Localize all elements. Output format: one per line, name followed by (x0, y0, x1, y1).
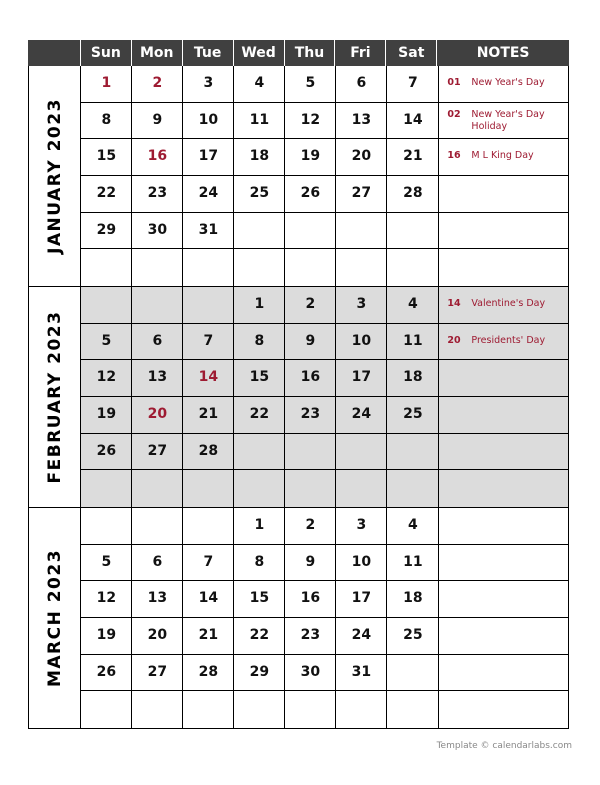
day-cell: 1 (234, 287, 285, 323)
day-cell (81, 691, 132, 728)
week-row (81, 655, 438, 692)
note-row (439, 691, 568, 728)
day-cell (285, 470, 336, 507)
day-cell: 13 (132, 360, 183, 396)
day-cell: 31 (183, 213, 234, 249)
calendar (28, 40, 569, 729)
day-cell: 30 (132, 213, 183, 249)
day-cell: 6 (336, 66, 387, 102)
notes-column (439, 66, 568, 286)
day-cell (183, 508, 234, 544)
day-cell: 26 (81, 655, 132, 691)
header-thu: Thu (285, 40, 336, 66)
day-cell (387, 213, 438, 249)
day-cell: 21 (183, 397, 234, 433)
day-cell (81, 508, 132, 544)
week-row (81, 249, 438, 286)
day-cell (336, 470, 387, 507)
day-cell: 2 (132, 66, 183, 102)
week-row (81, 103, 438, 140)
day-cell: 12 (81, 360, 132, 396)
day-cell: 2 (285, 287, 336, 323)
day-cell: 24 (336, 618, 387, 654)
day-cell: 26 (285, 176, 336, 212)
week-row (81, 581, 438, 618)
day-cell (336, 434, 387, 470)
day-cell: 12 (285, 103, 336, 139)
week-row (81, 545, 438, 582)
day-cell (132, 249, 183, 286)
note-text: Presidents' Day (471, 334, 546, 346)
note-row (439, 360, 568, 397)
week-row (81, 66, 438, 103)
day-cell: 19 (81, 618, 132, 654)
day-cell: 21 (403, 148, 423, 165)
day-cell: 18 (403, 590, 423, 607)
note-row (439, 139, 568, 176)
day-cell: 16 (285, 581, 336, 617)
notes-header: NOTES (476, 45, 530, 61)
day-cell: 3 (336, 287, 387, 323)
week-row (81, 176, 438, 213)
note-row (439, 545, 568, 582)
week-row (81, 360, 438, 397)
day-cell: 7 (408, 75, 418, 91)
day-cell (183, 249, 234, 286)
day-cell (336, 691, 387, 728)
day-cell: 11 (403, 553, 423, 570)
note-row (439, 66, 568, 103)
day-cell: 10 (183, 103, 234, 139)
day-cell (336, 213, 387, 249)
note-row (439, 287, 568, 324)
day-cell: 9 (132, 103, 183, 139)
day-cell (387, 470, 438, 507)
day-cell: 11 (387, 324, 438, 360)
note-text: New Year's Day (471, 77, 545, 88)
day-cell: 27 (132, 655, 183, 691)
day-cell: 29 (81, 213, 132, 249)
day-cell: 8 (234, 545, 285, 581)
day-cell: 28 (183, 434, 234, 470)
header-wed: Wed (234, 40, 285, 66)
day-cell: 10 (336, 324, 387, 360)
day-cell: 9 (285, 324, 336, 360)
day-cell: 22 (234, 397, 285, 433)
day-cell: 5 (81, 324, 132, 360)
note-row (439, 397, 568, 434)
note-row (439, 581, 568, 618)
day-cell: 8 (81, 103, 132, 139)
months-container (28, 66, 569, 729)
header-corner (28, 40, 81, 66)
day-cell (234, 213, 285, 249)
week-row (81, 508, 438, 545)
month-label-cell (29, 508, 81, 728)
day-cell: 24 (336, 397, 387, 433)
day-cell: 23 (285, 397, 336, 433)
note-text: New Year's Day Holiday (471, 108, 545, 132)
day-cell: 23 (285, 618, 336, 654)
day-cell: 23 (132, 176, 183, 212)
note-text: M L King Day (471, 150, 534, 162)
day-cell (387, 655, 438, 691)
week-row (81, 434, 438, 471)
day-cell: 4 (408, 517, 418, 533)
note-row (439, 655, 568, 692)
note-row (439, 213, 568, 250)
day-cell: 15 (81, 139, 132, 175)
day-cell: 20 (132, 397, 183, 433)
day-cell: 4 (234, 66, 285, 102)
day-cell: 20 (132, 618, 183, 654)
day-cell: 25 (403, 627, 423, 644)
day-cell: 2 (285, 508, 336, 544)
day-cell: 6 (132, 545, 183, 581)
day-cell: 30 (285, 655, 336, 691)
day-cell: 6 (132, 324, 183, 360)
day-cell: 29 (234, 655, 285, 691)
day-cell: 28 (183, 655, 234, 691)
day-cell: 17 (336, 360, 387, 396)
day-cell: 11 (234, 103, 285, 139)
note-row (439, 324, 568, 361)
month-grid (81, 508, 439, 728)
day-cell: 25 (234, 176, 285, 212)
note-day: 02 (447, 108, 461, 120)
notes-column (439, 287, 568, 507)
header-sat: Sat (386, 40, 437, 66)
day-cell: 7 (183, 324, 234, 360)
day-cell (387, 691, 438, 728)
week-row (81, 139, 438, 176)
day-cell (81, 470, 132, 507)
day-cell (132, 287, 183, 323)
note-day: 16 (447, 150, 461, 162)
header-mon: Mon (132, 40, 183, 66)
day-cell: 27 (336, 176, 387, 212)
day-cell (81, 287, 132, 323)
month-label: JANUARY 2023 (44, 98, 65, 254)
day-cell: 26 (81, 434, 132, 470)
note-day: 14 (447, 298, 461, 309)
day-cell: 24 (183, 176, 234, 212)
week-row (81, 691, 438, 728)
day-cell (387, 434, 438, 470)
day-cell (285, 249, 336, 286)
day-cell (81, 249, 132, 286)
month-grid (81, 287, 439, 507)
day-cell (234, 434, 285, 470)
day-cell (183, 691, 234, 728)
day-cell: 14 (183, 581, 234, 617)
month-march (28, 508, 569, 729)
day-cell: 5 (285, 66, 336, 102)
day-cell: 22 (81, 176, 132, 212)
day-cell: 16 (132, 139, 183, 175)
day-cell: 16 (285, 360, 336, 396)
note-row (439, 470, 568, 507)
day-cell (234, 691, 285, 728)
header-sun: Sun (81, 40, 132, 66)
day-cell (285, 434, 336, 470)
week-row (81, 470, 438, 507)
day-cell (285, 691, 336, 728)
day-cell: 13 (336, 103, 387, 139)
day-cell: 17 (183, 139, 234, 175)
footer-credit: Template © calendarlabs.com (436, 741, 572, 751)
note-row (439, 508, 568, 545)
note-row (439, 176, 568, 213)
day-cell: 20 (336, 139, 387, 175)
day-cell: 3 (336, 508, 387, 544)
day-cell: 15 (234, 581, 285, 617)
day-cell: 1 (81, 66, 132, 102)
week-row (81, 287, 438, 324)
week-row (81, 397, 438, 434)
month-february (28, 287, 569, 508)
month-january (28, 66, 569, 287)
day-cell (336, 249, 387, 286)
note-day: 20 (447, 334, 461, 346)
month-label-cell (29, 66, 81, 286)
note-row (439, 103, 568, 140)
day-cell: 14 (403, 111, 423, 128)
day-cell: 1 (234, 508, 285, 544)
day-cell: 17 (336, 581, 387, 617)
day-cell: 18 (234, 139, 285, 175)
day-cell (387, 249, 438, 286)
day-cell: 4 (387, 287, 438, 323)
month-label: MARCH 2023 (44, 548, 65, 688)
week-row (81, 213, 438, 250)
note-row (439, 249, 568, 286)
week-row (81, 324, 438, 361)
day-cell: 18 (387, 360, 438, 396)
day-cell: 13 (132, 581, 183, 617)
note-text: Valentine's Day (471, 298, 546, 309)
day-cell: 31 (336, 655, 387, 691)
day-cell: 27 (132, 434, 183, 470)
note-row (439, 434, 568, 471)
month-label-cell (29, 287, 81, 507)
month-grid (81, 66, 439, 286)
day-cell: 14 (183, 360, 234, 396)
day-cell: 15 (234, 360, 285, 396)
header-tue: Tue (183, 40, 234, 66)
day-cell (132, 691, 183, 728)
day-cell: 28 (403, 185, 423, 202)
day-cell: 9 (285, 545, 336, 581)
week-row (81, 618, 438, 655)
month-label: FEBRUARY 2023 (44, 310, 65, 484)
day-cell: 3 (183, 66, 234, 102)
day-cell: 19 (285, 139, 336, 175)
day-cell: 12 (81, 581, 132, 617)
day-cell: 21 (183, 618, 234, 654)
day-cell: 7 (183, 545, 234, 581)
note-row (439, 618, 568, 655)
day-cell: 22 (234, 618, 285, 654)
day-cell: 19 (81, 397, 132, 433)
day-cell: 25 (387, 397, 438, 433)
header-fri: Fri (335, 40, 386, 66)
day-cell (234, 249, 285, 286)
day-cell (132, 508, 183, 544)
day-cell: 8 (234, 324, 285, 360)
day-cell (183, 470, 234, 507)
note-day: 01 (447, 77, 461, 88)
day-cell (132, 470, 183, 507)
day-cell (234, 470, 285, 507)
day-cell (183, 287, 234, 323)
weekday-header (28, 40, 569, 66)
day-cell: 5 (81, 545, 132, 581)
day-cell: 10 (336, 545, 387, 581)
day-cell (285, 213, 336, 249)
notes-column (439, 508, 568, 728)
